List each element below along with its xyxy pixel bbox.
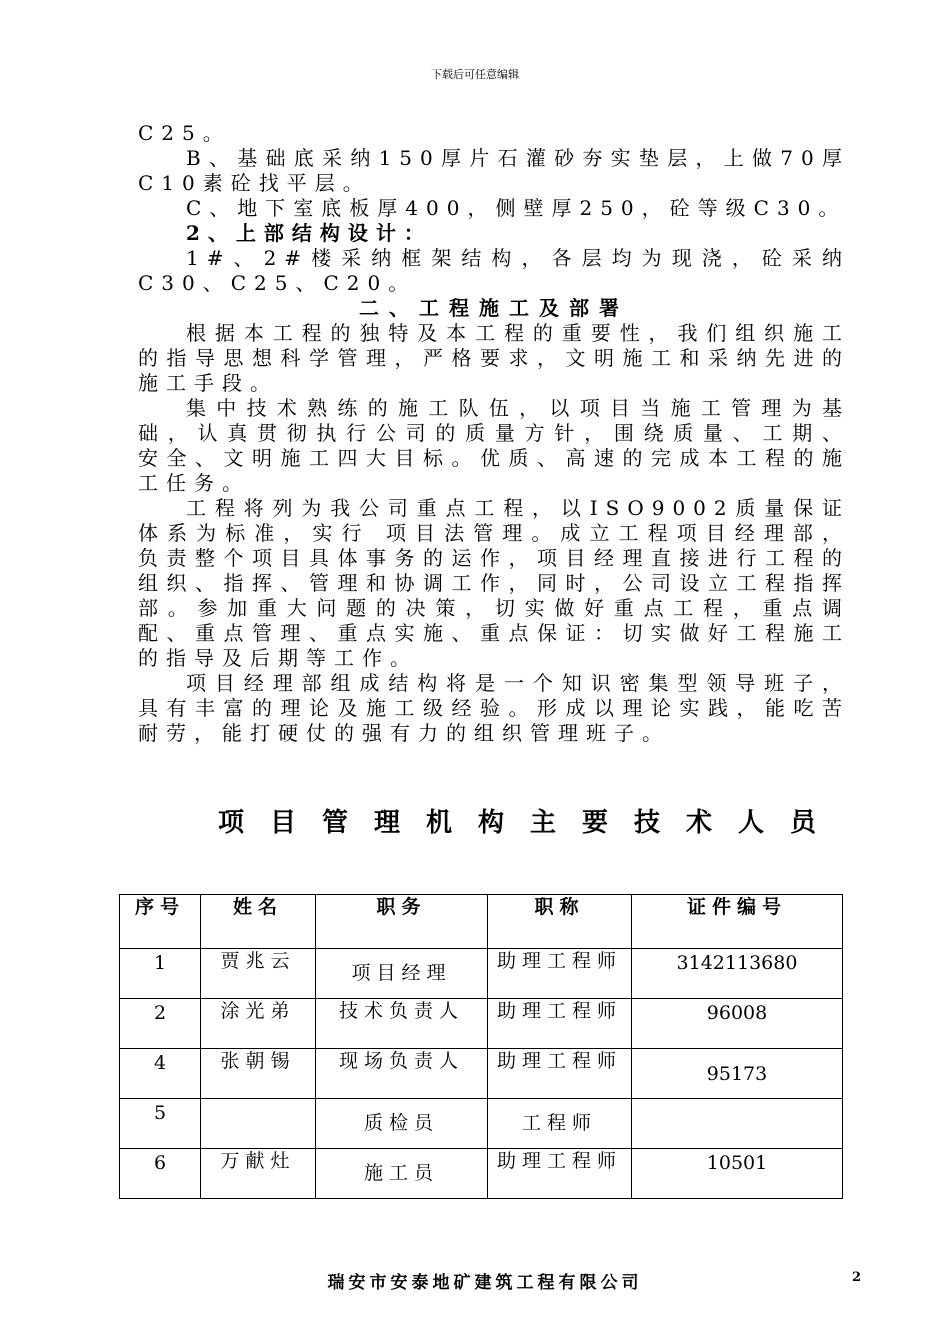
body-text <box>138 121 850 746</box>
paragraph: 1#、2#楼采纳框架结构，各层均为现浇，砼采纳C30、C25、C20。 <box>138 246 850 295</box>
cell-name: 万献灶 <box>201 1149 316 1199</box>
cell-title: 助理工程师 <box>488 999 632 1049</box>
cell-position: 项目经理 <box>316 949 488 999</box>
cell-name: 张朝锡 <box>201 1049 316 1099</box>
cell-position: 技术负责人 <box>316 999 488 1049</box>
column-header-cert: 证件编号 <box>632 895 843 949</box>
paragraph: C、地下室底板厚400，侧壁厚250，砼等级C30。 <box>186 196 847 220</box>
cell-cert: 96008 <box>632 999 843 1049</box>
table-title: 项目管理机构主要技术人员 <box>217 808 842 838</box>
cell-no: 4 <box>120 1049 201 1099</box>
cell-cert: 3142113680 <box>632 949 843 999</box>
paragraph: 项目经理部组成结构将是一个知识密集型领导班子，具有丰富的理论及施工级经验。形成以理论实践，能吃苦耐劳，能打硬仗的强有力的组织管理班子。 <box>138 671 850 745</box>
cell-cert: 10501 <box>632 1149 843 1199</box>
page-number: 2 <box>852 1270 862 1285</box>
paragraph: 根据本工程的独特及本工程的重要性，我们组织施工的指导思想科学管理，严格要求，文明施工和采纳先进的施工手段。 <box>138 321 850 395</box>
cell-title: 助理工程师 <box>488 1149 632 1199</box>
cell-no: 6 <box>120 1149 201 1199</box>
section-heading: 二、工程施工及部署 <box>359 296 629 320</box>
cell-cert <box>632 1099 843 1149</box>
cell-name: 涂光弟 <box>201 999 316 1049</box>
cell-no: 5 <box>120 1099 201 1149</box>
cell-name: 贾兆云 <box>201 949 316 999</box>
cell-cert: 95173 <box>632 1049 843 1099</box>
table-row <box>120 1049 843 1099</box>
cell-position: 施工员 <box>316 1149 488 1199</box>
table-row <box>120 1099 843 1149</box>
cell-name <box>201 1099 316 1149</box>
cell-title: 助理工程师 <box>488 949 632 999</box>
column-header-name: 姓名 <box>201 895 316 949</box>
staff-table <box>119 894 843 1199</box>
paragraph: C25。 <box>138 121 231 145</box>
cell-no: 2 <box>120 999 201 1049</box>
table-row <box>120 949 843 999</box>
cell-position: 质检员 <box>316 1099 488 1149</box>
cell-no: 1 <box>120 949 201 999</box>
table-row <box>120 1149 843 1199</box>
paragraph: 工程将列为我公司重点工程，以ISO9002质量保证体系为标准，实行 项目法管理。成立工程项目经理部，负责整个项目具体事务的运作，项目经理直接进行工程的组织、指挥、管理和协调工作，同时，公司设立工程指挥部。参加重大问题的决策，切实做好重点工程，重点调配、重点管理、重点实施、重点保证：切实做好工程施工的指导及后期等工作。 <box>138 496 850 670</box>
column-header-no: 序号 <box>120 895 201 949</box>
column-header-position: 职务 <box>316 895 488 949</box>
cell-title: 助理工程师 <box>488 1049 632 1099</box>
table-header-row <box>120 895 843 949</box>
column-header-title: 职称 <box>488 895 632 949</box>
paragraph: 集中技术熟练的施工队伍，以项目当施工管理为基础，认真贯彻执行公司的质量方针，围绕质量、工期、 安全、文明施工四大目标。优质、高速的完成本工程的施工任务。 <box>138 396 850 495</box>
paragraph: B、基础底采纳150厚片石灌砂夯实垫层，上做70厚C10素砼找平层。 <box>138 146 850 195</box>
cell-title: 工程师 <box>488 1099 632 1149</box>
subsection-heading: 2、上部结构设计： <box>186 221 432 245</box>
page-header: 下载后可任意编辑 <box>431 68 519 81</box>
table-row <box>120 999 843 1049</box>
footer-company-name: 瑞安市安泰地矿建筑工程有限公司 <box>327 1273 643 1293</box>
cell-position: 现场负责人 <box>316 1049 488 1099</box>
